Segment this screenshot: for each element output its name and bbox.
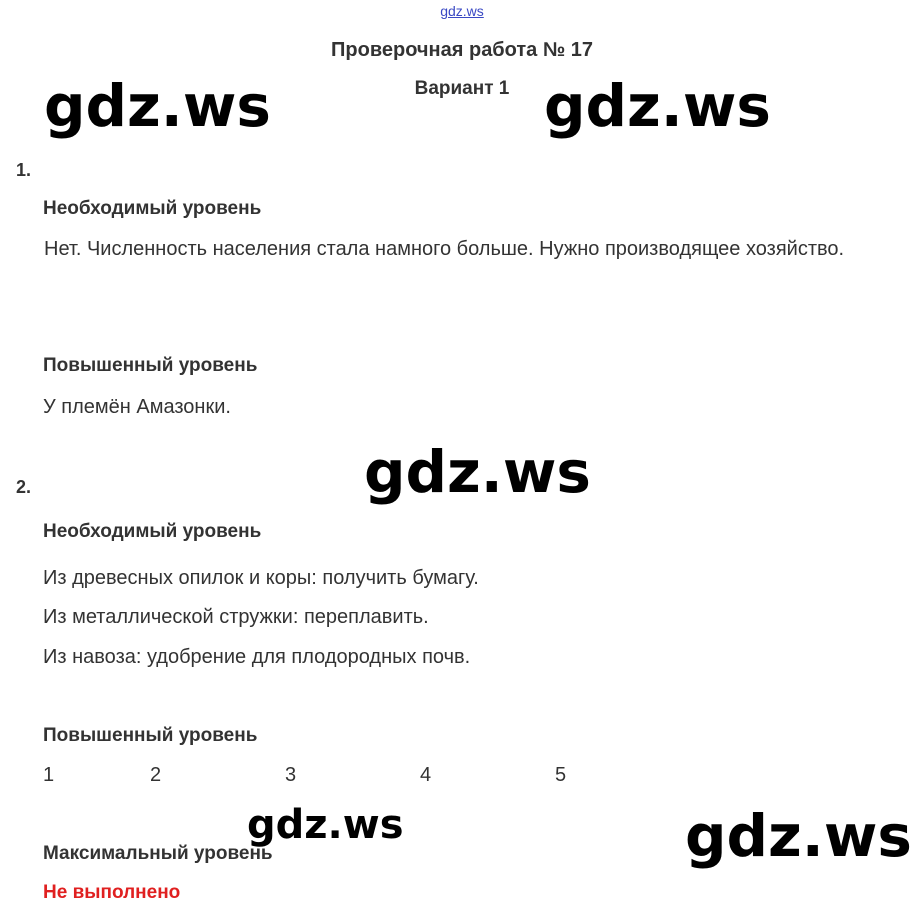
answer-number: 5 bbox=[555, 764, 567, 786]
task2-answer-line: Из навоза: удобрение для плодородных почв. bbox=[43, 646, 471, 668]
watermark: gdz.ws bbox=[364, 438, 591, 506]
answer-number: 4 bbox=[420, 764, 432, 786]
answer-number: 3 bbox=[285, 764, 297, 786]
watermark-link[interactable]: gdz.ws bbox=[440, 3, 484, 19]
required-level-heading: Необходимый уровень bbox=[43, 521, 262, 542]
advanced-level-heading: Повышенный уровень bbox=[43, 355, 258, 376]
watermark: gdz.ws bbox=[685, 802, 912, 870]
task-number: 1. bbox=[16, 160, 32, 180]
advanced-level-heading: Повышенный уровень bbox=[43, 725, 258, 746]
task2-answer-line: Из древесных опилок и коры: получить бумагу. bbox=[43, 567, 479, 589]
max-level-heading: Максимальный уровень bbox=[43, 843, 273, 864]
answer-number: 1 bbox=[43, 764, 55, 786]
task-number: 2. bbox=[16, 477, 32, 497]
watermark: gdz.ws bbox=[44, 72, 271, 140]
task1-advanced-answer: У племён Амазонки. bbox=[43, 396, 231, 418]
watermark: gdz.ws bbox=[544, 72, 771, 140]
task1-required-answer: Нет. Численность населения стала намного больше. Нужно производящее хозяйство. bbox=[44, 238, 845, 260]
page-title: Проверочная работа № 17 bbox=[331, 39, 593, 61]
answer-number: 2 bbox=[150, 764, 162, 786]
variant-heading: Вариант 1 bbox=[414, 78, 510, 99]
required-level-heading: Необходимый уровень bbox=[43, 198, 262, 219]
watermark: gdz.ws bbox=[247, 802, 404, 848]
task2-answer-line: Из металлической стружки: переплавить. bbox=[43, 606, 429, 628]
status-not-done: Не выполнено bbox=[43, 882, 181, 903]
